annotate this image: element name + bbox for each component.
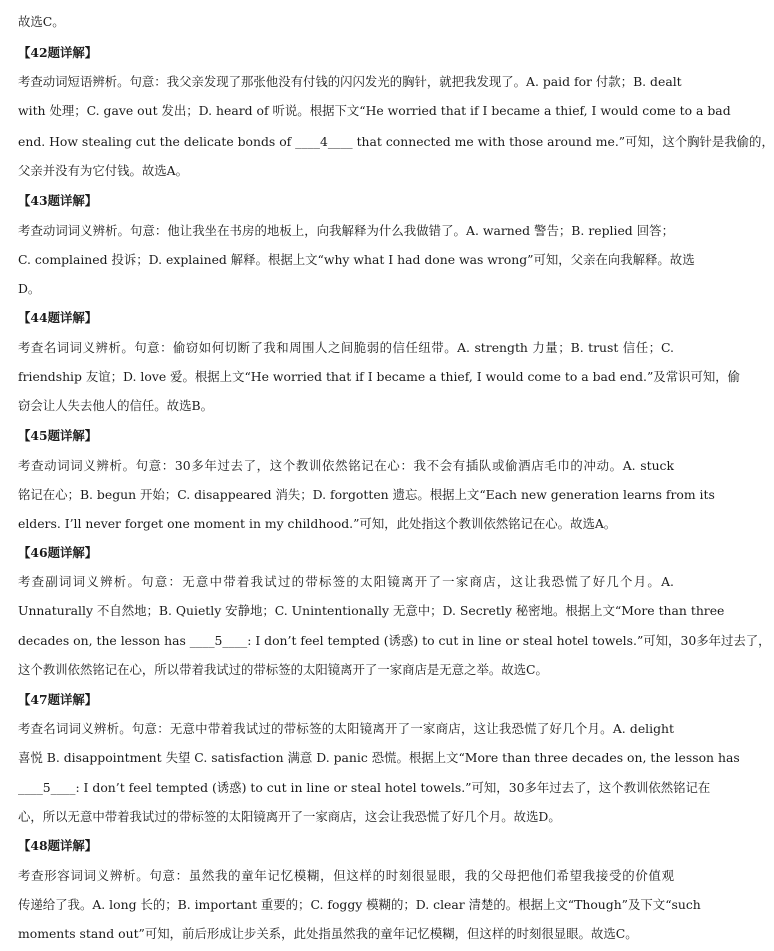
text-line: elders. I’ll never forget one moment in my childhood.”可知，此处指这个教训依然铭记在心。故选A。	[18, 516, 617, 531]
text-line: 考查副词词义辨析。句意：无意中带着我试过的带标签的太阳镜离开了一家商店，这让我恐慌了好几个月。A.	[18, 574, 674, 589]
text-line: 考查动词词义辨析。句意：他让我坐在书房的地板上，向我解释为什么我做错了。A. warned 警告；B. replied 回答；	[18, 223, 674, 238]
text-line: 传递给了我。A. long 长的；B. important 重要的；C. foggy 模糊的；D. clear 清楚的。根据上文“Though”及下文“such	[18, 897, 701, 912]
text-line: 考查名词词义辨析。句意：偷窃如何切断了我和周围人之间脆弱的信任纽带。A. strength 力量；B. trust 信任；C.	[18, 340, 674, 355]
text-line: 考查动词短语辨析。句意：我父亲发现了那张他没有付钱的闪闪发光的胸针，就把我发现了。A. paid for 付款；B. dealt	[18, 74, 682, 89]
text-line: D。	[18, 281, 41, 296]
text-line: with 处理；C. gave out 发出；D. heard of 听说。根据下文“He worried that if I became a thief, I would come to a bad	[18, 103, 731, 118]
text-line: 考查名词词义辨析。句意：无意中带着我试过的带标签的太阳镜离开了一家商店，这让我恐慌了好几个月。A. delight	[18, 721, 674, 736]
question-header: 【43题详解】	[18, 193, 98, 208]
question-header: 【44题详解】	[18, 310, 98, 325]
text-line: moments stand out”可知，前后形成让步关系，此处指虽然我的童年记忆模糊，但这样的时刻很显眼。故选C。	[18, 926, 638, 941]
text-line: C. complained 投诉；D. explained 解释。根据上文“why what I had done was wrong”可知，父亲在向我解释。故选	[18, 252, 695, 267]
text-line: 考查动词词义辨析。句意：30多年过去了，这个教训依然铭记在心：我不会有插队或偷酒店毛巾的冲动。A. stuck	[18, 458, 674, 473]
text-line: 这个教训依然铭记在心，所以带着我试过的带标签的太阳镜离开了一家商店是无意之举。故选C。	[18, 662, 548, 677]
text-line: 故选C。	[18, 14, 65, 29]
text-line: friendship 友谊；D. love 爱。根据上文“He worried that if I became a thief, I would come to a bad end.”及常识可知，偷	[18, 369, 741, 384]
text-line: decades on, the lesson has ____5____: I don’t feel tempted (诱惑) to cut in line or steal hotel towels.”可知，30多年过去了，	[18, 633, 771, 648]
text-line: 考查形容词词义辨析。句意：虽然我的童年记忆模糊，但这样的时刻很显眼，我的父母把他们希望我接受的价值观	[18, 868, 674, 883]
question-header: 【48题详解】	[18, 838, 98, 853]
text-line: 父亲并没有为它付钱。故选A。	[18, 163, 189, 178]
text-line: 心，所以无意中带着我试过的带标签的太阳镜离开了一家商店，这会让我恐慌了好几个月。故选D。	[18, 809, 561, 824]
text-line: ____5____: I don’t feel tempted (诱惑) to cut in line or steal hotel towels.”可知，30多年过去了，这个教训依然铭记在	[18, 780, 711, 795]
question-header: 【42题详解】	[18, 45, 98, 60]
text-line: 铭记在心；B. begun 开始；C. disappeared 消失；D. forgotten 遗忘。根据上文“Each new generation learns from its	[18, 487, 715, 502]
question-header: 【47题详解】	[18, 692, 98, 707]
question-header: 【45题详解】	[18, 428, 98, 443]
text-line: Unnaturally 不自然地；B. Quietly 安静地；C. Unintentionally 无意中；D. Secretly 秘密地。根据上文“More than three	[18, 603, 725, 618]
text-line: end. How stealing cut the delicate bonds of ____4____ that connected me with those around me.”可知，这个胸针是我偷的，	[18, 134, 774, 149]
text-line: 窃会让人失去他人的信任。故选B。	[18, 398, 213, 413]
text-line: 喜悦 B. disappointment 失望 C. satisfaction 满意 D. panic 恐慌。根据上文“More than three decades on, the lesson has	[18, 750, 740, 765]
question-header: 【46题详解】	[18, 545, 98, 560]
